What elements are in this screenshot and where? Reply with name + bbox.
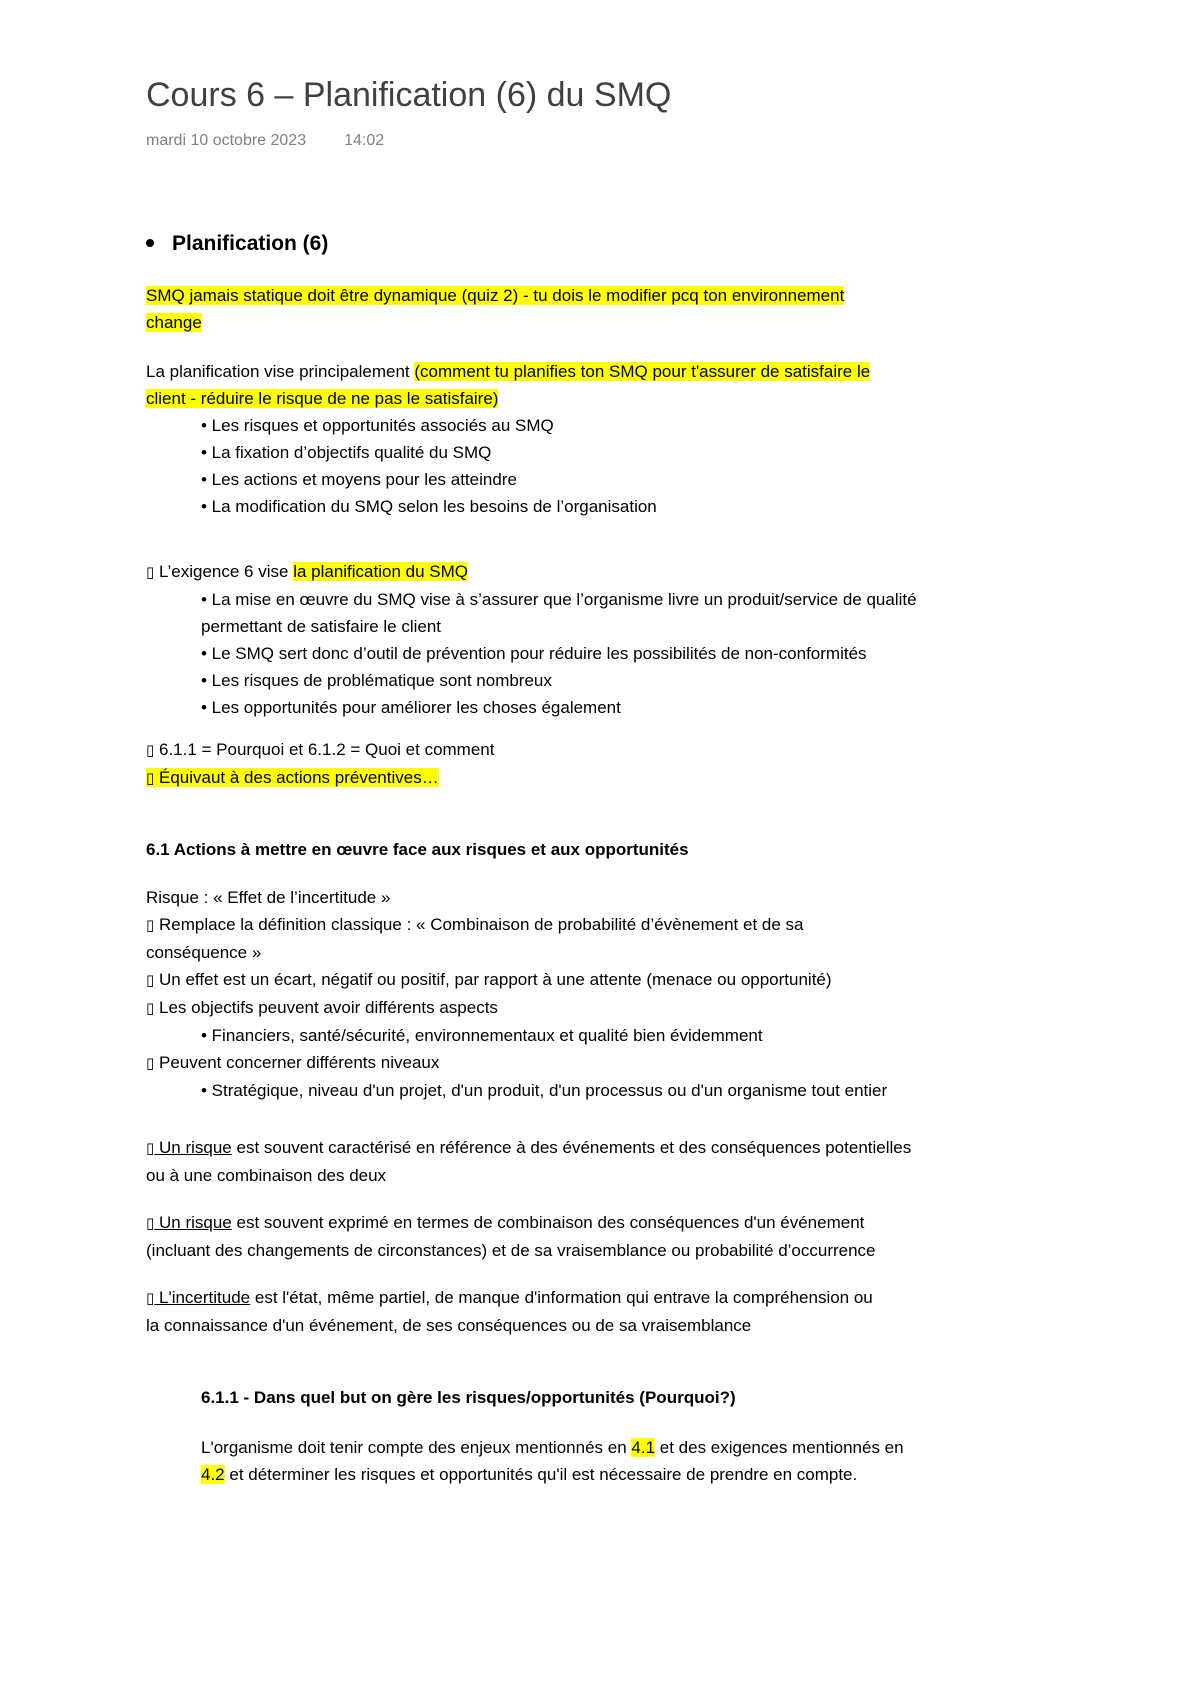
exigence-summary [146,736,494,792]
list-item: • Le SMQ sert donc d’outil de prévention pour réduire les possibilités de non-conformités [201,644,867,663]
list-item: • La fixation d’objectifs qualité du SMQ [201,443,492,462]
arrow-icon: ▯ [146,1290,155,1307]
pourquoi-line: 6.1.1 = Pourquoi et 6.1.2 = Quoi et comment [154,740,495,759]
page-date: mardi 10 octobre 2023 [146,132,307,149]
exigence-paragraph: ▯ L’exigence 6 vise la planification du SMQ • La mise en œuvre du SMQ vise à s’assurer que l’organisme livre un produit/service de qualité permettant de satisfaire le client • Le SMQ sert donc d’outil de prévention pour réduire les possibilités de non-conformités • Les risques de problématique sont nombreux • Les opportunités pour améliorer les choses également [146,558,917,721]
arrow-icon: ▯ [146,972,155,989]
list-item: • Les risques de problématique sont nombreux [201,671,552,690]
list-item: • La modification du SMQ selon les besoins de l’organisation [201,497,657,516]
page-title: Cours 6 – Planification (6) du SMQ [146,76,672,114]
risque-definition: Risque : « Effet de l’incertitude » ▯ Remplace la définition classique : « Combinaison de probabilité d’évènement et de sa conséquence » ▯ Un effet est un écart, négatif ou positif, par rapport à une attente (menace ou opportunité) ▯ Les objectifs peuvent avoir différents aspects • Financiers, santé/sécurité, environnementaux et qualité bien évidemment ▯ Peuvent concerner différents niveaux • Stratégique, niveau d'un projet, d'un produit, d'un processus ou d'un organisme tout entier [146,884,887,1104]
exigence-highlight: la planification du SMQ [293,562,469,581]
reference-4-2: 4.2 [201,1465,225,1484]
risque-paragraph-2: ▯ Un risque est souvent exprimé en termes de combinaison des conséquences d'un événement (incluant des changements de circonstances) et de sa vraisemblance ou probabilité d’occurrence [146,1213,876,1260]
reference-4-1: 4.1 [631,1438,656,1457]
arrow-icon: ▯ [146,564,155,581]
risque-line: Risque : « Effet de l’incertitude » [146,888,391,907]
page-meta [146,132,384,150]
list-item: • Les risques et opportunités associés au SMQ [201,416,554,435]
incertitude-paragraph: ▯ L'incertitude est l'état, même partiel, de manque d'information qui entrave la compréhension ou la connaissance d'un événement, de ses conséquences ou de sa vraisemblance [146,1288,873,1335]
arrow-icon: ▯ [146,1055,155,1072]
planif-highlight-2: client - réduire le risque de ne pas le satisfaire) [146,389,499,408]
equivaut-line: Équivaut à des actions préventives… [154,768,439,787]
arrow-icon: ▯ [146,1140,155,1157]
arrow-icon: ▯ [146,770,155,787]
intro-line-2: change [146,313,202,332]
section-heading-planification: Planification (6) [116,230,328,257]
planif-highlight-1: (comment tu planifies ton SMQ pour t'assurer de satisfaire le [414,362,871,381]
list-item: • La mise en œuvre du SMQ vise à s’assurer que l’organisme livre un produit/service de qualité [201,590,917,609]
risque-paragraph-1: ▯ Un risque est souvent caractérisé en référence à des événements et des conséquences potentielles ou à une combinaison des deux [146,1138,912,1185]
list-item: • Les actions et moyens pour les atteindre [201,470,517,489]
list-item: • Financiers, santé/sécurité, environnementaux et qualité bien évidemment [201,1026,763,1045]
list-item: permettant de satisfaire le client [201,617,442,636]
page-time: 14:02 [344,132,385,149]
section-heading-6-1-1: 6.1.1 - Dans quel but on gère les risques/opportunités (Pourquoi?) [201,1388,736,1407]
arrow-icon: ▯ [146,917,155,934]
planif-lead: La planification vise principalement [146,362,415,381]
list-item: • Stratégique, niveau d'un projet, d'un produit, d'un processus ou d'un organisme tout entier [201,1081,888,1100]
section-6-1-1-paragraph: L'organisme doit tenir compte des enjeux mentionnés en 4.1 et des exigences mentionnés en 4.2 et déterminer les risques et opportunités qu'il est nécessaire de prendre en compte. [201,1438,904,1484]
intro-paragraph [146,282,844,336]
planification-paragraph [146,358,870,520]
bullet-icon [146,239,154,247]
intro-line-1: SMQ jamais statique doit être dynamique (quiz 2) - tu dois le modifier pcq ton environnement [146,286,845,305]
arrow-icon: ▯ [146,742,155,759]
section-heading-6-1: 6.1 Actions à mettre en œuvre face aux risques et aux opportunités [146,840,689,859]
list-item: • Les opportunités pour améliorer les choses également [201,698,621,717]
arrow-icon: ▯ [146,1000,155,1017]
arrow-icon: ▯ [146,1215,155,1232]
